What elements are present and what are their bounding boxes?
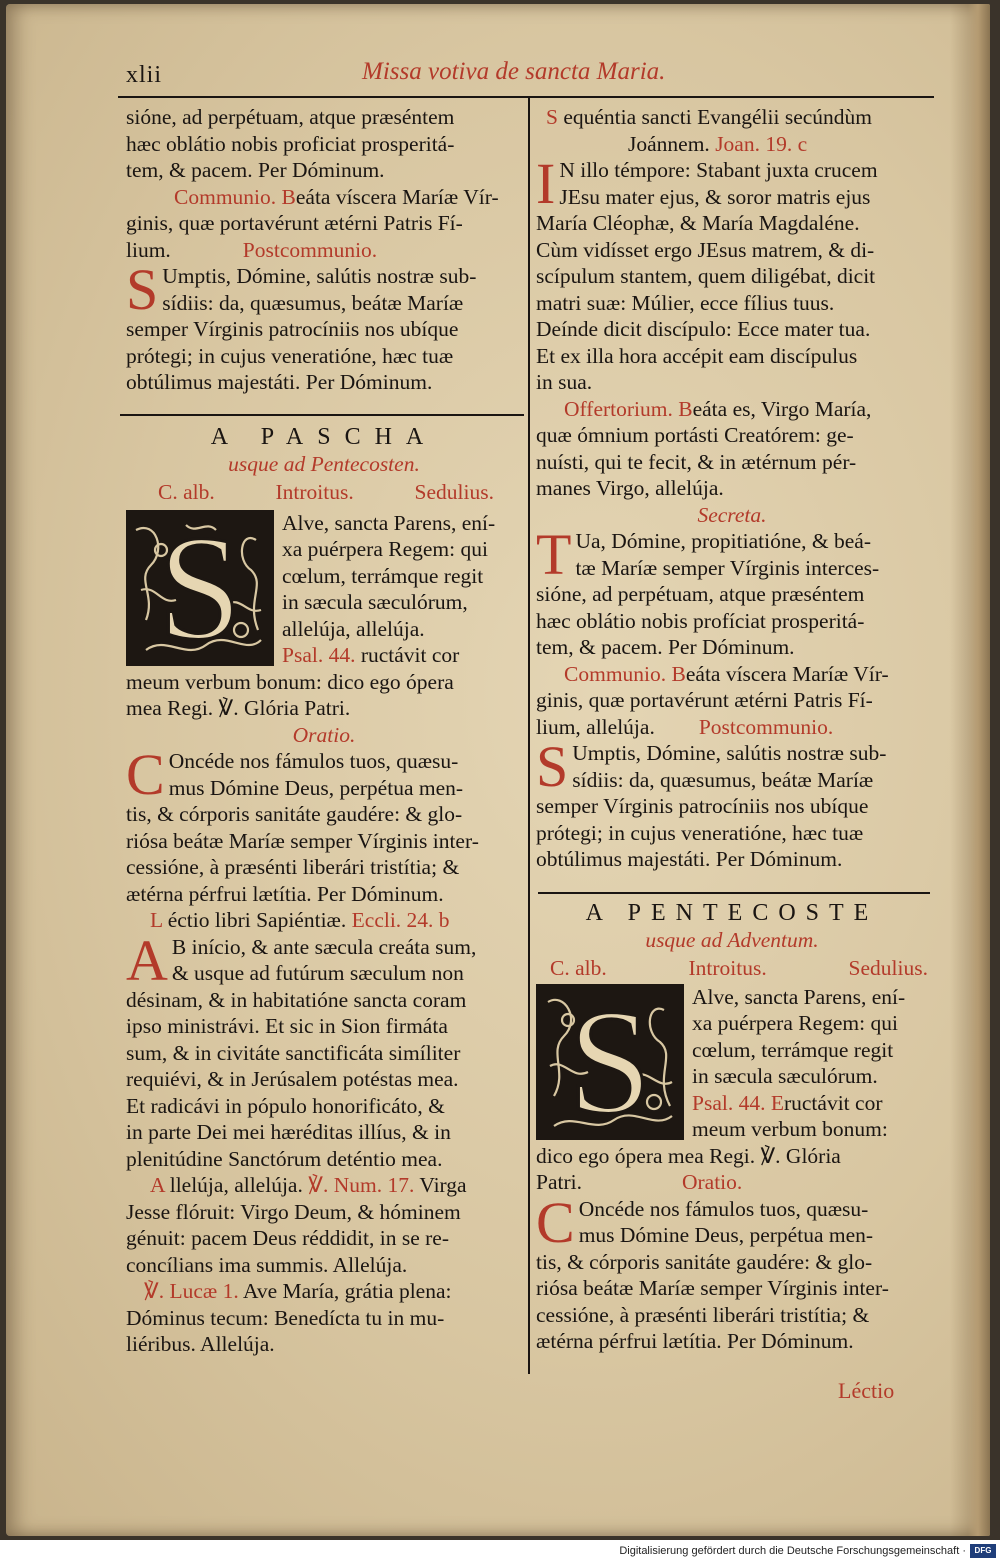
text-line: sídiis: da, quæsumus, beátæ Maríæ [572,767,874,792]
woodcut-initial-s [536,984,684,1140]
text-line: mus Dómine Deus, perpétua men- [578,1223,874,1247]
catchword: Léctio [838,1378,895,1403]
section-rule [120,414,524,416]
header-rule [118,96,934,98]
text-line: llelúja, allelúja. [169,1173,303,1197]
text-line: xa puérpera Regem: qui [692,1011,898,1035]
introitus-label: Introitus. [688,956,767,980]
text-line: liéribus. Allelúja. [126,1332,275,1356]
text-line: génuit: pacem Deus réddidit, in se re- [126,1226,449,1250]
text-line: Jesse flóruit: Virgo Deum, & hóminem [126,1199,461,1224]
text-line: xa puérpera Regem: qui [282,537,488,561]
text-line: Joánnem. [628,131,710,156]
luc-ref: ℣. Lucæ 1. [144,1279,239,1303]
introit-block [126,510,522,722]
section-subtitle: usque ad Adventum. [645,927,819,952]
oratio-label: Oratio. [681,1170,743,1194]
text-line: eáta víscera Maríæ Vír- [685,661,889,686]
woodcut-initial-s [126,510,274,666]
text-line: dico ego ópera mea Regi. ℣. Glória [536,1143,841,1168]
colour-label: C. alb. [550,956,607,980]
psalm-ref: Psal. 44. [282,643,356,667]
right-column-pentecoste [536,900,928,1355]
lectio-ref: Eccli. 24. b [351,908,450,932]
text-line: Dóminus tecum: Benedícta tu in mu- [126,1305,445,1330]
text-line: hæc oblátio nobis profíciat prosperitá- [536,608,865,633]
text-line: Patri. [536,1170,582,1194]
secreta-block [536,522,928,661]
communio-initial: B [671,661,686,686]
introit-labels [536,953,928,982]
text-line: ructávit cor [783,1090,883,1115]
text-line: in sæcula sæculórum, [282,590,468,614]
text-line: requiévi, & in Jerúsalem potéstas mea. [126,1067,459,1091]
drop-initial: S [536,734,569,799]
alleluja-initial: A [150,1173,165,1197]
luc-line [126,1278,522,1305]
text-line: eáta víscera Maríæ Vír- [295,184,499,209]
dfg-logo: DFG [970,1544,996,1558]
text-line: JEsu mater ejus, & soror matris ejus [559,184,871,209]
communio-initial: B [281,184,296,209]
introit-labels [126,477,522,506]
left-column-pascha [126,424,522,1358]
text-line: N illo témpore: Stabant juxta crucem [559,158,878,182]
text-line: ginis, quæ portavérunt ætérni Patris Fí- [536,688,873,712]
text-line: concílians ima summis. Allelúja. [126,1252,408,1277]
text-line: meum verbum bonum: [692,1117,888,1141]
introit-block [536,984,928,1196]
text-line: Et radicávi in pópulo honorificáto, & [126,1093,445,1118]
text-line: equéntia sancti Evangélii secúndùm [563,105,873,129]
gospel-ref: Joan. 19. c [715,131,808,156]
text-line: Alve, sancta Parens, ení- [692,984,906,1009]
text-line: tis, & córporis sanitáte gaudére: & glo- [536,1249,873,1274]
text-line: tæ Maríæ semper Vírginis interces- [575,555,880,580]
right-column [536,104,928,873]
text-line: cœlum, terrámque regit [282,563,484,588]
text-line: Alve, sancta Parens, ení- [282,510,496,535]
text-line: Oncéde nos fámulos tuos, quæsu- [168,749,459,773]
text-line: cessióne, à præsénti liberári tristítia; & [126,855,460,879]
text-line: tem, & pacem. Per Dóminum. [536,635,795,659]
secreta-label: Secreta. [697,502,767,527]
text-line: meum verbum bonum: dico ego ópera [126,669,454,694]
text-line: Ua, Dómine, propitiatióne, & beá- [575,529,871,553]
text-line: quæ ómnium portásti Creatórem: ge- [536,423,854,447]
text-line: in parte Dei mei hæréditas illíus, & in [126,1120,451,1144]
drop-initial: C [536,1189,575,1255]
communio-line [126,184,522,211]
psalm-last-row [536,1169,928,1196]
text-line: éctio libri Sapiéntiæ. [167,908,347,932]
text-line: Umptis, Dómine, salútis nostræ sub- [572,741,887,765]
section-title: A PENTECOSTE [585,900,879,926]
text-line: in sua. [536,370,593,394]
text-line: ginis, quæ portavérunt ætérni Patris Fí- [126,211,463,235]
text-line: Umptis, Dómine, salútis nostræ sub- [162,264,477,288]
text-line: Virga [419,1173,467,1197]
text-line: cœlum, terrámque regit [692,1037,894,1062]
text-line: ætérna pérfrui lætítia. Per Dóminum. [126,881,444,906]
offertorium-initial: B [678,396,693,421]
page-header [122,58,922,96]
communio-label: Communio. [564,661,667,686]
text-line: hæc oblátio nobis proficiat prosperitá- [126,131,455,156]
text-line: semper Vírginis patrocíniis nos ubíque [126,317,459,341]
text-line: prótegi; in cujus veneratióne, hæc tuæ [126,343,454,368]
column-divider [528,98,530,1374]
offertorium-label: Offertorium. [564,396,673,421]
text-line: lium, allelúja. [536,714,655,739]
text-line: ætérna pérfrui lætítia. Per Dóminum. [536,1329,854,1353]
drop-initial: I [536,151,556,216]
footer-credit: Digitalisierung gefördert durch die Deutsche Forschungsgemeinschaft · [619,1545,966,1557]
drop-initial: C [126,742,165,807]
text-line: matri suæ: Múlier, ecce fílius tuus. [536,290,835,315]
text-line: désinam, & in habitatióne sancta coram [126,987,467,1012]
text-line: ipso ministrávi. Et sic in Sion firmáta [126,1014,448,1038]
text-line: mea Regi. ℣. Glória Patri. [126,696,351,720]
oratio-label: Oratio. [292,722,356,747]
communio-line [536,661,928,688]
text-line: riósa beátæ Maríæ semper Vírginis inter- [126,828,479,853]
postcommunio-row [126,237,522,264]
text-line: tis, & córporis sanitáte gaudére: & glo- [126,802,463,826]
left-column [126,104,522,396]
text-line: lium. [126,237,171,262]
svg-text:S: S [568,983,652,1140]
text-line: sídiis: da, quæsumus, beátæ Maríæ [162,290,464,315]
page-edge [950,4,990,1536]
postcommunio-label: Postcommunio. [698,714,834,739]
text-line: sum, & in civitáte sanctificáta simíliter [126,1040,461,1065]
text-line: Cùm vidísset ergo JEsus matrem, & di- [536,237,875,262]
postcommunio-block [126,257,522,396]
sequence-line-2 [536,131,928,158]
text-line: scípulum stantem, quem diligébat, dicit [536,264,876,288]
text-line: riósa beátæ Maríæ semper Vírginis inter- [536,1276,889,1300]
text-line: in sæcula sæculórum. [692,1064,878,1088]
drop-initial: S [126,257,159,322]
offertorium-line [536,396,928,423]
alleluja-line [126,1172,522,1199]
alleluja-ref: ℣. Num. 17. [308,1173,415,1197]
text-line: sióne, ad perpétuam, atque præséntem [536,582,865,606]
section-rule [538,892,930,894]
text-line: plenitúdine Sanctórum deténtio mea. [126,1146,443,1171]
colour-label: C. alb. [158,480,215,504]
oratio-block [536,1189,928,1355]
postcommunio-label: Postcommunio. [242,237,378,262]
author-label: Sedulius. [414,480,494,504]
text-line: B início, & ante sæcula creáta sum, [171,934,477,959]
text-line: Oncéde nos fámulos tuos, quæsu- [578,1196,869,1221]
text-line: Ave María, grátia plena: [242,1279,452,1303]
text-line: mus Dómine Deus, perpétua men- [168,775,464,800]
text-line: prótegi; in cujus veneratióne, hæc tuæ [536,820,864,845]
sequence-heading [536,104,928,131]
postcommunio-row [536,714,928,741]
gospel-block [536,151,928,396]
text-line: ructávit cor [360,643,460,667]
lectio-heading [126,907,522,934]
text-line: obtúlimus majestáti. Per Dóminum. [126,370,433,394]
psalm-initial: E [770,1090,784,1115]
drop-initial: T [536,522,572,587]
text-line: manes Virgo, allelúja. [536,476,724,500]
communio-label: Communio. [174,184,277,209]
text-line: allelúja, allelúja. [282,616,425,641]
section-title: A PASCHA [210,424,438,450]
text-line: tem, & pacem. Per Dóminum. [126,158,385,182]
text-line: María Cléophæ, & María Magdaléne. [536,211,860,235]
running-title: Missa votiva de sancta Maria. [362,58,666,85]
lectio-initial: L [150,908,163,932]
lectio-block [126,927,522,1173]
book-page [6,4,990,1536]
text-line: cessióne, à præsénti liberári tristítia; & [536,1302,870,1327]
text-line: obtúlimus majestáti. Per Dóminum. [536,847,843,871]
text-line: Deínde dicit discípulo: Ecce mater tua. [536,317,871,341]
author-label: Sedulius. [848,956,928,980]
text-line: & usque ad futúrum sæculum non [171,961,464,985]
text-line: Et ex illa hora accépit eam discípulus [536,343,858,368]
text-line: sióne, ad perpétuam, atque præséntem [126,105,455,129]
folio-number: xlii [126,62,163,88]
text-line: eáta es, Virgo María, [692,396,872,421]
introitus-label: Introitus. [275,480,354,504]
oratio-block [126,742,522,907]
text-line: nuísti, qui te fecit, & in ætérnum pér- [536,449,857,474]
psalm-ref: Psal. 44. [692,1090,766,1115]
postcommunio-block [536,734,928,873]
svg-text:S: S [158,509,242,666]
sequence-initial: S [546,105,558,129]
drop-initial: A [126,927,168,993]
text-line: semper Vírginis patrocíniis nos ubíque [536,794,869,818]
section-subtitle: usque ad Pentecosten. [228,451,420,476]
footer-bar [0,1540,1000,1564]
